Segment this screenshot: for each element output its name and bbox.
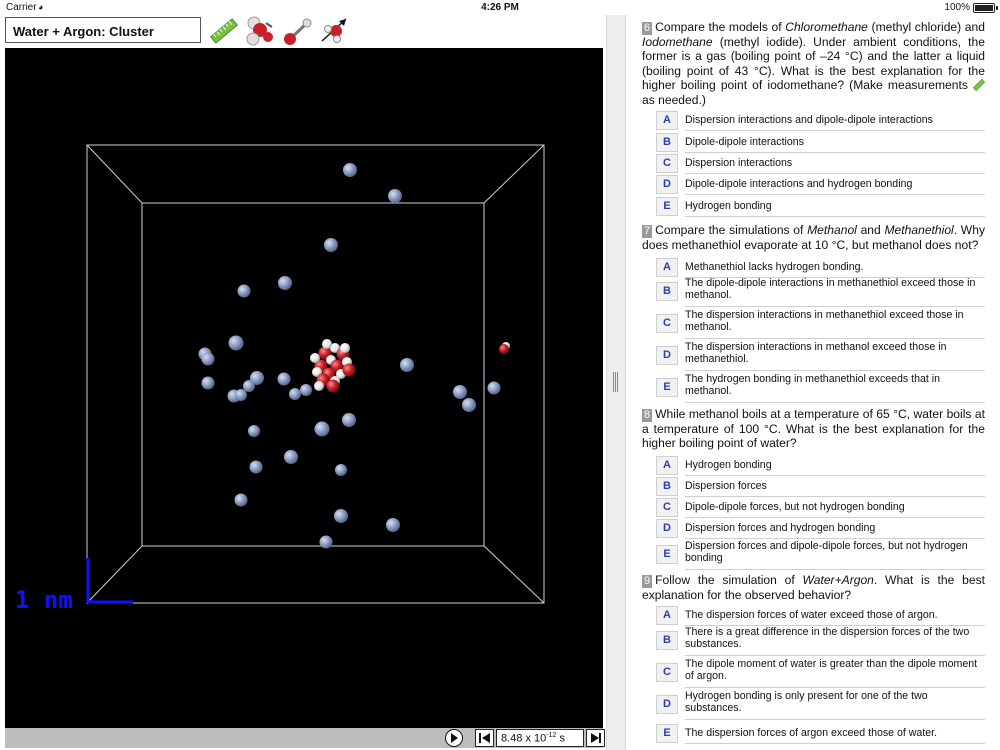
answer-option[interactable] bbox=[656, 658, 986, 688]
question-number: 9 bbox=[644, 575, 651, 587]
hydrogen-atom bbox=[314, 381, 324, 391]
oxygen-atom bbox=[327, 380, 340, 393]
argon-atom bbox=[202, 353, 215, 366]
answer-letter-button[interactable]: B bbox=[656, 133, 678, 152]
question-number: 6 bbox=[644, 22, 651, 34]
answer-letter-button[interactable]: B bbox=[656, 631, 678, 650]
answer-option[interactable] bbox=[656, 133, 986, 153]
answer-option[interactable] bbox=[656, 456, 986, 476]
answer-letter-button[interactable]: E bbox=[656, 545, 678, 564]
answer-letter-button[interactable]: C bbox=[656, 154, 678, 173]
argon-atom bbox=[289, 388, 301, 400]
question-number: 8 bbox=[644, 409, 651, 421]
argon-atom bbox=[453, 385, 467, 399]
argon-atom bbox=[462, 398, 476, 412]
argon-atom bbox=[278, 373, 291, 386]
answer-text: Hydrogen bonding bbox=[685, 200, 772, 212]
answer-letter-button[interactable]: D bbox=[656, 695, 678, 714]
answer-option[interactable] bbox=[656, 111, 986, 131]
dipole-arrow-icon[interactable] bbox=[318, 15, 350, 47]
answer-letter-button[interactable]: E bbox=[656, 197, 678, 216]
answer-letter-button[interactable]: B bbox=[656, 477, 678, 496]
answer-letter-button[interactable]: E bbox=[656, 378, 678, 397]
answer-letter-button[interactable]: C bbox=[656, 663, 678, 682]
argon-atom bbox=[248, 425, 260, 437]
question-9: 9 Follow the simulation of Water+Argon. What is the best explanation for the observed behavior? bbox=[642, 573, 986, 602]
answer-letter-button[interactable]: A bbox=[656, 606, 678, 625]
answer-letter-button[interactable]: E bbox=[656, 724, 678, 743]
answer-text: The dispersion forces of argon exceed those of water. bbox=[685, 727, 938, 739]
time-readout: 8.48 x $10^{-12}$ s bbox=[496, 729, 584, 747]
battery-percent: 100% bbox=[944, 2, 970, 13]
playback-controls bbox=[5, 728, 603, 748]
water-molecule-icon[interactable] bbox=[245, 15, 277, 47]
answer-text: Methanethiol lacks hydrogen bonding. bbox=[685, 261, 864, 273]
argon-atom bbox=[324, 238, 338, 252]
answer-option[interactable] bbox=[656, 540, 986, 570]
question-number: 7 bbox=[644, 225, 651, 237]
argon-atom bbox=[202, 377, 215, 390]
argon-atom bbox=[250, 461, 263, 474]
answer-letter-button[interactable]: D bbox=[656, 519, 678, 538]
status-bar bbox=[0, 0, 1000, 15]
clock: 4:26 PM bbox=[481, 2, 519, 13]
argon-atom bbox=[315, 422, 330, 437]
answer-text: Dispersion forces and dipole-dipole forces, but not hydrogen bonding bbox=[685, 540, 968, 565]
answer-option[interactable] bbox=[656, 197, 986, 217]
argon-atom bbox=[320, 536, 333, 549]
play-button[interactable] bbox=[445, 729, 463, 747]
answer-option[interactable] bbox=[656, 373, 986, 403]
questions-panel[interactable] bbox=[628, 15, 1000, 750]
question-7: 7 Compare the simulations of Methanol and Methanethiol. Why does methanethiol evaporate at 10 °C, but methanol does not? bbox=[642, 223, 985, 252]
answer-option[interactable] bbox=[656, 724, 986, 744]
answer-letter-button[interactable]: A bbox=[656, 111, 678, 130]
argon-atom bbox=[343, 163, 357, 177]
answer-text: The dipole-dipole interactions in methanethiol exceed those in methanol. bbox=[685, 277, 976, 302]
answer-text: The hydrogen bonding in methanethiol exceeds that in methanol. bbox=[685, 373, 941, 398]
answer-option[interactable] bbox=[656, 341, 986, 371]
argon-atom bbox=[250, 371, 264, 385]
answer-letter-button[interactable]: A bbox=[656, 258, 678, 277]
bond-icon[interactable] bbox=[282, 15, 314, 47]
argon-atom bbox=[238, 285, 251, 298]
answer-letter-button[interactable]: C bbox=[656, 314, 678, 333]
argon-atom bbox=[235, 494, 248, 507]
argon-atom bbox=[278, 276, 292, 290]
hydrogen-atom bbox=[340, 343, 350, 353]
step-back-button[interactable] bbox=[475, 729, 494, 747]
answer-text: Hydrogen bonding is only present for one of the two substances. bbox=[685, 690, 928, 715]
simulation-canvas bbox=[5, 48, 603, 728]
answer-option[interactable] bbox=[656, 606, 986, 626]
argon-atom bbox=[386, 518, 400, 532]
answer-option[interactable] bbox=[656, 258, 986, 278]
answer-option[interactable] bbox=[656, 626, 986, 656]
answer-text: The dispersion forces of water exceed those of argon. bbox=[685, 609, 938, 621]
oxygen-atom bbox=[343, 364, 356, 377]
ruler-icon[interactable] bbox=[208, 15, 240, 47]
answer-option[interactable] bbox=[656, 154, 986, 174]
simulation-viewport[interactable] bbox=[5, 48, 603, 728]
hydrogen-atom bbox=[322, 339, 332, 349]
divider-grip-icon[interactable] bbox=[613, 372, 619, 392]
ruler-icon[interactable] bbox=[973, 79, 985, 91]
scale-label: 1 nm bbox=[15, 586, 73, 614]
answer-text: There is a great difference in the dispersion forces of the two substances. bbox=[685, 626, 970, 651]
wifi-icon: ◕ bbox=[38, 2, 44, 12]
answer-letter-button[interactable]: A bbox=[656, 456, 678, 475]
carrier-label: Carrier bbox=[6, 2, 37, 13]
answer-text: The dispersion interactions in methanethiol exceed those in methanol. bbox=[685, 309, 964, 334]
answer-option[interactable] bbox=[656, 309, 986, 339]
answer-text: Dispersion interactions and dipole-dipole interactions bbox=[685, 114, 933, 126]
answer-option[interactable] bbox=[656, 477, 986, 497]
water-molecule-atom bbox=[499, 344, 509, 354]
step-forward-button[interactable] bbox=[586, 729, 605, 747]
argon-atom bbox=[229, 336, 244, 351]
question-8: 8 While methanol boils at a temperature of 65 °C, water boils at a temperature of 100 °C. What is the best explanation for the higher boiling point of water? bbox=[642, 407, 985, 451]
argon-atom bbox=[388, 189, 402, 203]
argon-atom bbox=[342, 413, 356, 427]
answer-letter-button[interactable]: D bbox=[656, 175, 678, 194]
answer-text: Dipole-dipole forces, but not hydrogen bonding bbox=[685, 501, 905, 513]
answer-option[interactable] bbox=[656, 277, 986, 307]
simulation-title[interactable]: Water + Argon: Cluster bbox=[5, 17, 201, 43]
answer-option[interactable] bbox=[656, 519, 986, 539]
answer-text: Hydrogen bonding bbox=[685, 459, 772, 471]
answer-text: Dispersion interactions bbox=[685, 157, 793, 169]
question-6: 6 Compare the models of Chloromethane (methyl chloride) and Iodomethane (methyl iodide). Under ambient conditions, the former is a gas (boiling point of –24 °C) and the latter a liquid (boiling point of 43 °C). What is the best explanation for the higher boiling point of iodomethane? (Make measurements as needed.) bbox=[642, 20, 985, 107]
answer-letter-button[interactable]: C bbox=[656, 498, 678, 517]
answer-text: The dispersion interactions in methanol exceed those in methanethiol. bbox=[685, 341, 947, 366]
argon-atom bbox=[300, 384, 312, 396]
answer-option[interactable] bbox=[656, 690, 986, 720]
hydrogen-atom bbox=[310, 353, 320, 363]
answer-letter-button[interactable]: D bbox=[656, 346, 678, 365]
scale-bar bbox=[15, 558, 133, 614]
answer-text: Dispersion forces bbox=[685, 480, 767, 492]
answer-option[interactable] bbox=[656, 175, 986, 195]
argon-atom bbox=[334, 509, 348, 523]
argon-atom bbox=[284, 450, 298, 464]
answer-letter-button[interactable]: B bbox=[656, 282, 678, 301]
answer-option[interactable] bbox=[656, 498, 986, 518]
answer-text: Dispersion forces and hydrogen bonding bbox=[685, 522, 876, 534]
answer-text: The dipole moment of water is greater than the dipole moment of argon. bbox=[685, 658, 978, 683]
argon-atom bbox=[235, 389, 247, 401]
argon-atom bbox=[488, 382, 501, 395]
answer-text: Dipole-dipole interactions and hydrogen bonding bbox=[685, 178, 913, 190]
answer-text: Dipole-dipole interactions bbox=[685, 136, 804, 148]
battery-icon bbox=[973, 3, 995, 13]
argon-atom bbox=[400, 358, 414, 372]
argon-atom bbox=[335, 464, 347, 476]
